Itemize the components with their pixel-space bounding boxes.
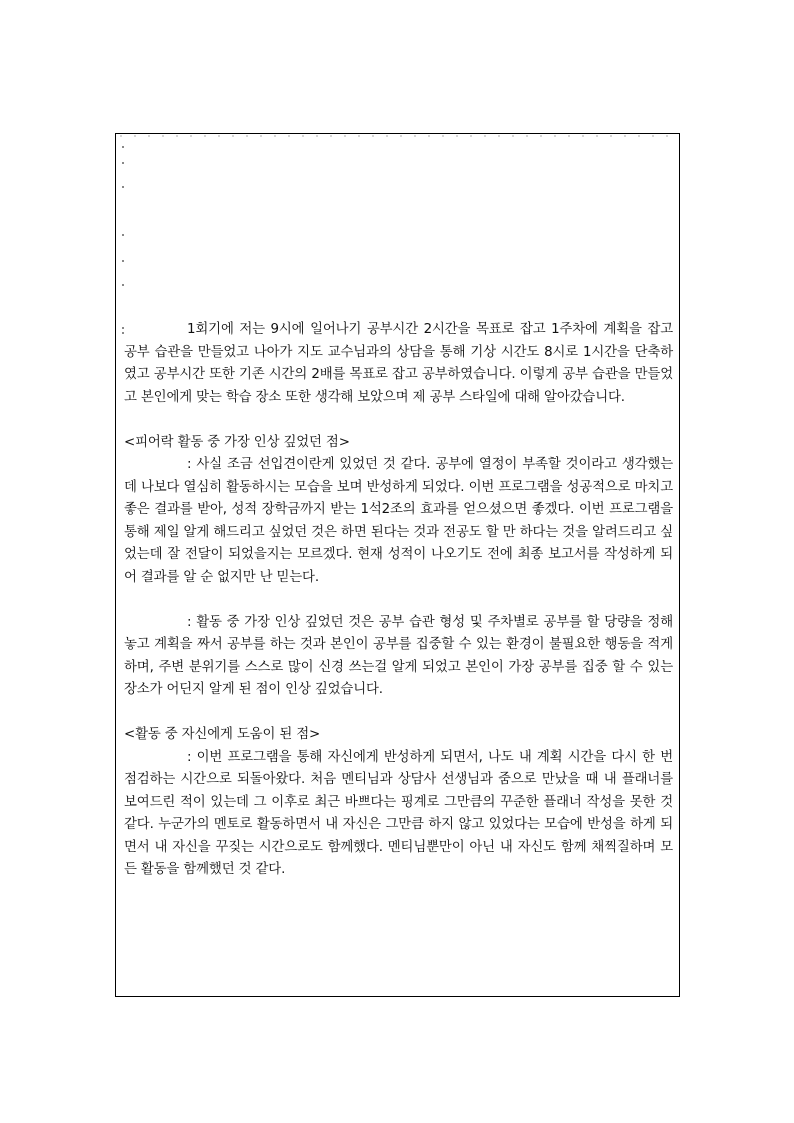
section-heading-helpful: <활동 중 자신에게 도움이 된 점> bbox=[124, 727, 321, 742]
impressive-paragraph-mentee: : 활동 중 가장 인상 깊었던 것은 공부 습관 형성 및 주차별로 공부를 할 당량을 정해놓고 계획을 짜서 공부를 하는 것과 본인이 공부를 집중할 수 있는 환경이 불필요한 행동을 적게 하며, 주변 분위기를 스스로 많이 신경 쓰는걸 알게 되었고 본인이 가장 공부를 집중 할 수 있는 장소가 어딘지 알게 된 점이 인상 깊었습니다. bbox=[124, 614, 673, 697]
intro-paragraph: 1회기에 저는 9시에 일어나기 공부시간 2시간을 목표로 잡고 1주차에 계획을 잡고 공부 습관을 만들었고 나아가 지도 교수님과의 상담을 통해 기상 시간도 8시로 1시간을 단축하였고 공부시간 또한 기존 시간의 2배를 목표로 잡고 공부하였습니다. 이렇게 공부 습관을 만들었고 본인에게 맞는 학습 장소 또한 생각해 보았으며 제 공부 스타일에 대해 알아갔습니다. bbox=[124, 322, 673, 405]
helpful-paragraph: : 이번 프로그램을 통해 자신에게 반성하게 되면서, 나도 내 계획 시간을 다시 한 번 점검하는 시간으로 되돌아왔다. 처음 멘티님과 상담사 선생님과 줌으로 만났을 때 내 플래너를 보여드린 적이 있는데 그 이후로 최근 바쁘다는 핑계로 그만큼의 꾸준한 플래너 작성을 못한 것 같다. 누군가의 멘토로 활동하면서 내 자신은 그만큼 하지 않고 있었다는 모습에 반성을 하게 되면서 내 자신을 꾸짖는 시간으로도 함께했다. 멘티님뿐만이 아닌 내 자신도 함께 채찍질하며 모든 활동을 함께했던 것 같다. bbox=[124, 749, 673, 877]
report-frame bbox=[115, 133, 680, 997]
top-border-artifact bbox=[120, 135, 675, 137]
margin-mark bbox=[122, 162, 124, 164]
section-heading-impressive: <피어락 활동 중 가장 인상 깊었던 점> bbox=[124, 434, 350, 450]
margin-mark bbox=[122, 146, 124, 148]
paragraph-gap bbox=[124, 702, 673, 725]
margin-mark bbox=[122, 284, 124, 286]
margin-marks bbox=[121, 134, 131, 334]
impressive-paragraph-mentor: : 사실 조금 선입견이란게 있었던 것 같다. 공부에 열정이 부족할 것이라고 생각했는데 나보다 열심히 활동하시는 모습을 보며 반성하게 되었다. 이번 프로그램을 성공적으로 마치고 좋은 결과를 받아, 성적 장학금까지 받는 1석2조의 효과를 얻으셨으면 좋겠다. 이번 프로그램을 통해 제일 알게 해드리고 싶었던 것은 하면 된다는 것과 전공도 할 만 하다는 것을 알려드리고 싶었는데 잘 전달이 되었을지는 모르겠다. 현재 성적이 나오기도 전에 최종 보고서를 작성하게 되어 결과를 알 순 없지만 난 믿는다. bbox=[124, 457, 673, 585]
report-body bbox=[124, 319, 673, 882]
paragraph-gap bbox=[124, 409, 673, 432]
paragraph-gap bbox=[124, 589, 673, 612]
margin-mark bbox=[122, 260, 124, 262]
margin-mark bbox=[122, 234, 124, 236]
margin-mark bbox=[122, 186, 124, 188]
